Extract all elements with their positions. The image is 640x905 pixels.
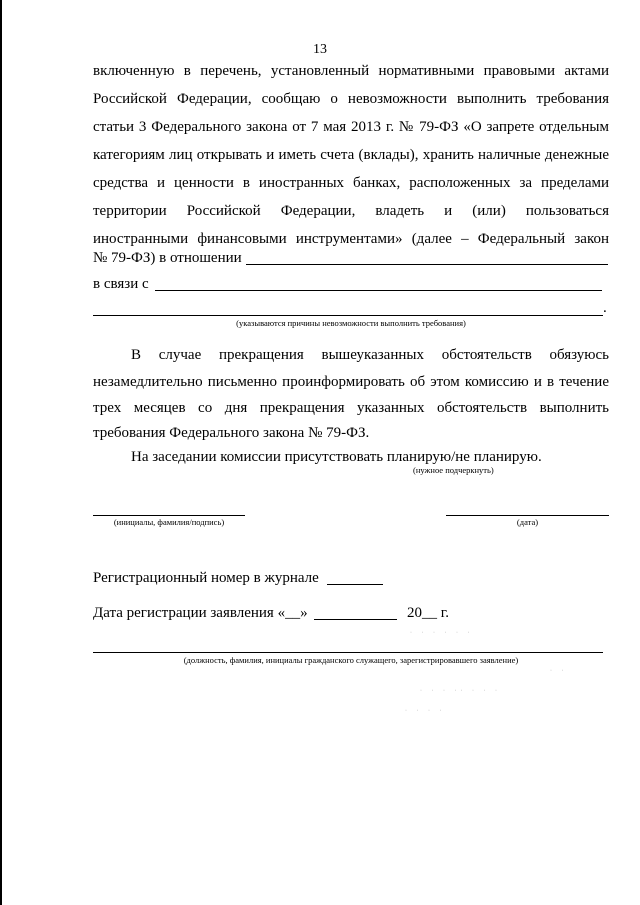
scan-noise: · ·: [550, 668, 568, 674]
body-line-2: Российской Федерации, сообщаю о невозможности выполнить требования: [93, 91, 609, 107]
body-line-7: иностранными финансовыми инструментами» (далее – Федеральный закон: [93, 231, 609, 247]
commitment-line-4: требования Федерального закона № 79-ФЗ.: [93, 425, 370, 441]
in-relation-field[interactable]: [246, 264, 608, 265]
in-relation-label: № 79-ФЗ) в отношении: [93, 250, 242, 266]
attendance-text: На заседании комиссии присутствовать планирую/не планирую.: [131, 449, 542, 465]
date-field[interactable]: [446, 515, 609, 516]
reason-label: в связи с: [93, 276, 149, 292]
scan-noise: · · · ·· · · ·: [420, 688, 501, 694]
body-line-4: категориям лиц открывать и иметь счета (вклады), хранить наличные денежные: [93, 147, 609, 163]
commitment-line-1: В случае прекращения вышеуказанных обстоятельств обязуюсь: [131, 347, 609, 363]
signature-field[interactable]: [93, 515, 245, 516]
signature-caption: (инициалы, фамилия/подпись): [113, 517, 225, 527]
registration-month-field[interactable]: [314, 619, 397, 620]
reason-period: .: [603, 300, 607, 316]
page-number: 13: [313, 42, 327, 57]
reason-field[interactable]: [155, 290, 602, 291]
body-line-3: статьи 3 Федерального закона от 7 мая 2013 г. № 79-ФЗ «О запрете отдельным: [93, 119, 609, 135]
date-caption: (дата): [516, 517, 539, 527]
commitment-line-2: незамедлительно письменно проинформировать об этом комиссию и в течение: [93, 374, 609, 390]
scan-edge: [0, 0, 2, 905]
scan-noise: · · · · · ·: [410, 630, 474, 636]
official-caption: (должность, фамилия, инициалы гражданского служащего, зарегистрировавшего заявление): [183, 655, 519, 665]
official-field[interactable]: [93, 652, 603, 653]
registration-number-field[interactable]: [327, 584, 383, 585]
commitment-line-3: трех месяцев со дня прекращения указанных обстоятельств выполнить: [93, 400, 609, 416]
registration-number-label: Регистрационный номер в журнале: [93, 570, 319, 586]
attendance-caption: (нужное подчеркнуть): [413, 465, 494, 475]
scan-noise: · · · ·: [405, 708, 446, 714]
registration-date-label: Дата регистрации заявления «__»: [93, 605, 308, 621]
body-line-1: включенную в перечень, установленный нормативными правовыми актами: [93, 63, 609, 79]
reason-field-continuation[interactable]: [93, 315, 603, 316]
registration-year: 20__ г.: [407, 605, 449, 621]
body-line-6: территории Российской Федерации, владеть и (или) пользоваться: [93, 203, 609, 219]
reason-caption: (указываются причины невозможности выполнить требования): [236, 318, 466, 328]
body-line-5: средства и ценности в иностранных банках, расположенных за пределами: [93, 175, 609, 191]
